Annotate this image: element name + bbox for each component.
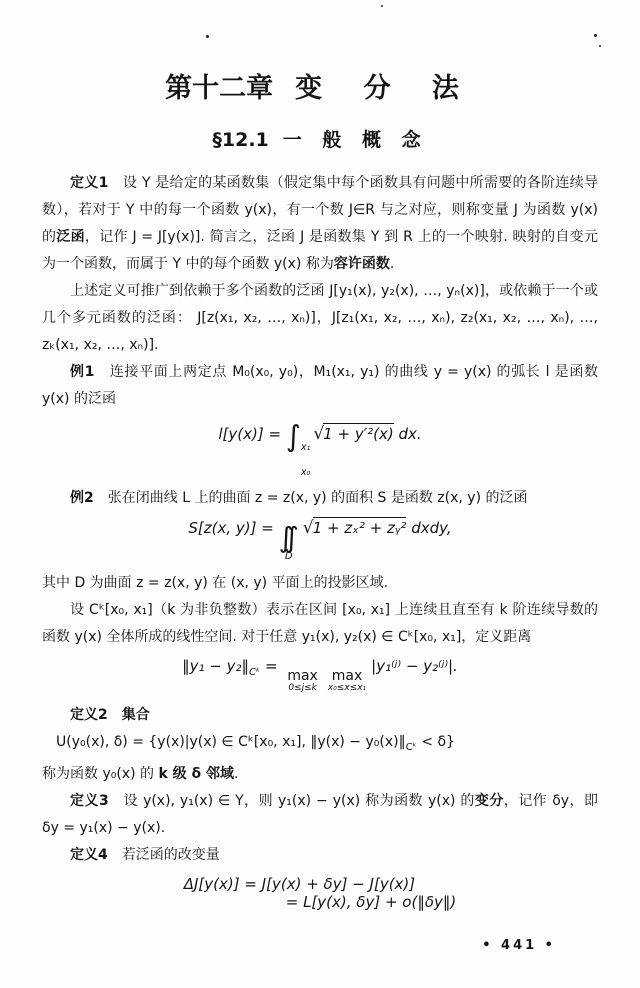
definition-4-label: 定义4	[70, 847, 108, 864]
example-1	[42, 359, 598, 413]
term-neighborhood: k 级 δ 邻域	[158, 766, 235, 783]
integral-limits	[301, 443, 310, 477]
definition-1-text: .	[389, 256, 395, 272]
section-number: §12.1	[212, 129, 269, 151]
integral-sign: ∫	[285, 419, 301, 453]
radicand: 1 + y′²(x)	[323, 425, 394, 443]
max-label: max	[287, 668, 318, 684]
note-text: .	[234, 766, 239, 783]
projection-note: 其中 D 为曲面 z = z(x, y) 在 (x, y) 平面上的投影区域.	[42, 575, 389, 591]
chapter-number: 第十二章	[165, 73, 274, 104]
formula-text: < δ}	[416, 734, 455, 751]
formula-tail: dxdy,	[406, 519, 452, 537]
definition-4	[42, 842, 598, 869]
neighborhood-note	[42, 761, 598, 788]
generalization-paragraph: 上述定义可推广到依赖于多个函数的泛函 J[y₁(x), y₂(x), …, yₙ(x)]，或依赖于一个或几个多元函数的泛函： J[z(x₁, x₂, …, xₙ)]，J[z₁(x₁, x₂, …, xₙ), z₂(x₁, x₂, …, xₙ), …, zₖ(x₁, x₂, …, xₙ)].	[42, 283, 598, 353]
max-label: max	[331, 668, 363, 684]
definition-1-label: 定义1	[70, 175, 109, 191]
max-operator-outer	[287, 669, 318, 694]
definition-3	[42, 788, 598, 842]
definition-2-label: 定义2	[70, 707, 108, 724]
norm-subscript: Cᵏ	[405, 742, 417, 754]
definition-1	[42, 170, 598, 278]
term-admissible-function: 容许函数	[333, 256, 390, 272]
arc-length-formula	[42, 419, 598, 477]
double-integral-sign: ∫∫	[278, 521, 290, 554]
definition-1-text: 设 Y 是给定的某函数集（假定集中每个函数具有问题中所需要的各阶连续导数），若对于 Y 中的每一个函数 y(x)，有一个数 J∈R 与之对应，则称变量 J 为函数 y(x) 的	[42, 175, 598, 245]
chapter-name: 变 分 法	[295, 73, 475, 104]
term-variation: 变分	[474, 793, 504, 810]
max-condition: 0≤j≤k	[288, 683, 317, 694]
term-functional: 泛函	[56, 229, 85, 245]
definition-3-label: 定义3	[70, 793, 109, 810]
increment-line-2: = L[y(x), δy] + o(‖δy‖)	[285, 893, 457, 912]
upper-limit: x₁	[300, 442, 311, 453]
section-name: 一 般 概 念	[282, 129, 428, 151]
sqrt-sign: √	[313, 424, 325, 444]
integration-domain: D	[284, 551, 293, 562]
section-title	[42, 128, 598, 152]
formula-text: U(y₀(x), δ) = {y(x)|y(x) ∈ Cᵏ[x₀, x₁], ‖y(x) − y₀(x)‖	[56, 734, 406, 751]
example-2	[42, 485, 598, 512]
lower-limit: x₀	[300, 466, 311, 478]
ck-space-paragraph: 设 Cᵏ[x₀, x₁]（k 为非负整数）表示在区间 [x₀, x₁] 上连续且直至有 k 阶连续导数的函数 y(x) 全体所成的线性空间. 对于任意 y₁(x), y₂(x) ∈ Cᵏ[x₀, x₁]，定义距离	[42, 602, 598, 645]
example-2-label: 例2	[70, 490, 94, 506]
definition-1-text: ，记作 J = J[y(x)]. 简言之，泛函 J 是函数集 Y 到 R 上的一个映射. 映射的自变元为一个函数，而属于 Y 中的每个函数 y(x) 称为	[42, 229, 599, 272]
sqrt-sign: √	[302, 518, 314, 538]
example-2-text: 张在闭曲线 L 上的曲面 z = z(x, y) 的面积 S 是函数 z(x, y) 的泛函	[93, 490, 528, 506]
formula-lhs: l[y(x)] =	[218, 425, 286, 443]
note-text: 称为函数 y₀(x) 的	[42, 766, 159, 783]
definition-3-text: ，记作 δy，即 δy = y₁(x) − y(x).	[42, 793, 599, 837]
example-1-label: 例1	[70, 364, 95, 380]
scan-speck	[206, 35, 209, 38]
norm-lhs: ‖y₁ − y₂‖	[182, 657, 249, 675]
norm-rhs: |y₁⁽ʲ⁾ − y₂⁽ʲ⁾|.	[371, 657, 458, 675]
max-condition: x₀≤x≤x₁	[327, 683, 367, 694]
increment-line-1: ΔJ[y(x)] = J[y(x) + δy] − J[y(x)]	[183, 875, 416, 894]
term-set: 集合	[121, 707, 150, 724]
neighborhood-formula	[42, 729, 598, 761]
chapter-title	[42, 0, 598, 106]
definition-4-text: 若泛函的改变量	[107, 847, 220, 864]
page-number: • 441 •	[482, 938, 556, 953]
scan-speck	[599, 45, 601, 47]
max-operator-inner	[328, 669, 366, 694]
radicand: 1 + zₓ² + zᵧ²	[312, 519, 407, 537]
example-1-text: 连接平面上两定点 M₀(x₀, y₀)，M₁(x₁, y₁) 的曲线 y = y(x) 的弧长 l 是函数 y(x) 的泛函	[42, 364, 599, 407]
scan-speck	[594, 34, 597, 37]
scan-speck	[381, 5, 383, 7]
double-integral	[278, 521, 299, 562]
definition-2	[42, 702, 598, 729]
ck-norm-formula	[42, 657, 598, 694]
norm-subscript: Cᵏ	[248, 667, 261, 678]
equals-sign: =	[260, 657, 283, 675]
formula-lhs: S[z(x, y)] =	[188, 519, 279, 537]
formula-tail: dx.	[393, 425, 422, 443]
surface-area-formula	[42, 518, 598, 562]
definition-3-text: 设 y(x), y₁(x) ∈ Y，则 y₁(x) − y(x) 称为函数 y(x) 的	[108, 793, 475, 810]
functional-increment-formula	[42, 875, 598, 911]
